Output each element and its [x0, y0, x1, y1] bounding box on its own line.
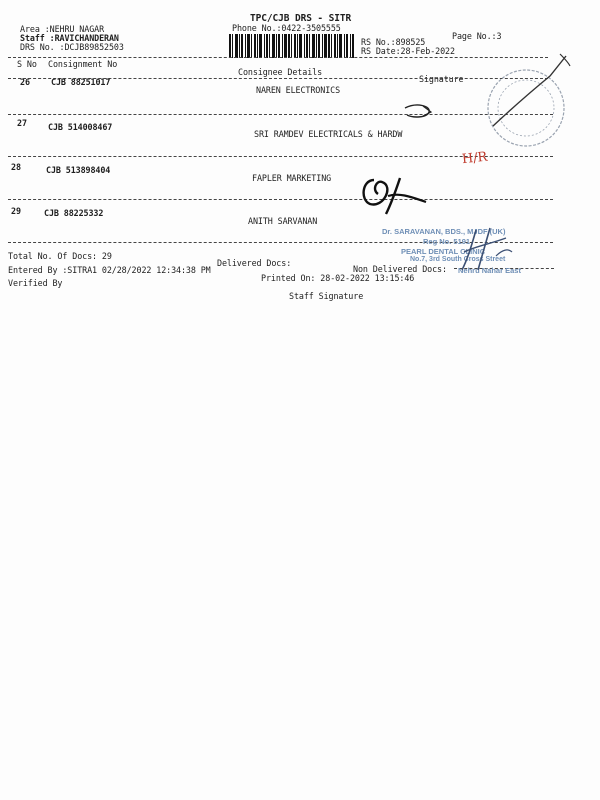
stamp-line: Reg No. 5191 [423, 237, 471, 246]
area-label: Area :NEHRU NAGAR [20, 24, 105, 34]
row-sno: 28 [11, 162, 21, 172]
row-consignment: CJB 514008467 [48, 122, 113, 132]
stamp-line: Dr. SARAVANAN, BDS., MJDF (UK) [382, 227, 506, 236]
page-number: Page No.:3 [452, 31, 502, 41]
printed-on: Printed On: 28-02-2022 13:15:46 [261, 273, 415, 283]
staff-signature: Staff Signature [289, 291, 364, 301]
round-stamp [478, 64, 578, 150]
col-signature: Signature [419, 74, 464, 84]
row-divider [8, 114, 553, 115]
row-sno: 27 [17, 118, 27, 128]
rs-date: RS Date:28-Feb-2022 [361, 46, 455, 56]
non-delivered-docs: Non Delivered Docs: [353, 264, 447, 274]
phone-number: Phone No.:0422-3505555 [232, 23, 341, 33]
signature-mark-27 [395, 100, 440, 124]
barcode [229, 34, 354, 58]
row-consignment: CJB 88251017 [51, 77, 111, 87]
stamp-line: PEARL DENTAL CLINIC [401, 247, 486, 256]
stamp-line: No.7, 3rd South Cross Street [410, 256, 506, 263]
stamp-line: Nehru Nahar East [458, 266, 521, 275]
hlr-annotation: H/R [461, 149, 488, 168]
row-divider [8, 199, 553, 200]
row-sno: 26 [20, 77, 30, 87]
report-title: TPC/CJB DRS - SITR [250, 13, 352, 24]
total-docs: Total No. Of Docs: 29 [8, 251, 112, 261]
row-consignee: FAPLER MARKETING [252, 173, 332, 183]
row-consignment: CJB 88225332 [44, 208, 104, 218]
row-sno: 29 [11, 206, 21, 216]
signature-mark-28 [356, 172, 436, 220]
staff-label: Staff :RAVICHANDERAN [20, 33, 119, 43]
signature-mark-29 [456, 226, 516, 276]
col-sno: S No [17, 59, 37, 69]
row-consignee: ANITH SARVANAN [248, 216, 318, 226]
header-rule-top [8, 57, 548, 58]
entered-by: Entered By :SITRA1 02/28/2022 12:34:38 PM [8, 265, 211, 275]
rs-number: RS No.:898525 [361, 37, 426, 47]
row-consignee: NAREN ELECTRONICS [256, 85, 341, 95]
row-consignment: CJB 513898404 [46, 165, 111, 175]
col-consignment: Consignment No [48, 59, 118, 69]
verified-by: Verified By [8, 278, 63, 288]
col-consignee: Consignee Details [238, 67, 323, 77]
drs-number: DRS No. :DCJB89852503 [20, 42, 124, 52]
delivered-docs: Delivered Docs: [217, 258, 292, 268]
row-consignee: SRI RAMDEV ELECTRICALS & HARDW [254, 129, 403, 139]
